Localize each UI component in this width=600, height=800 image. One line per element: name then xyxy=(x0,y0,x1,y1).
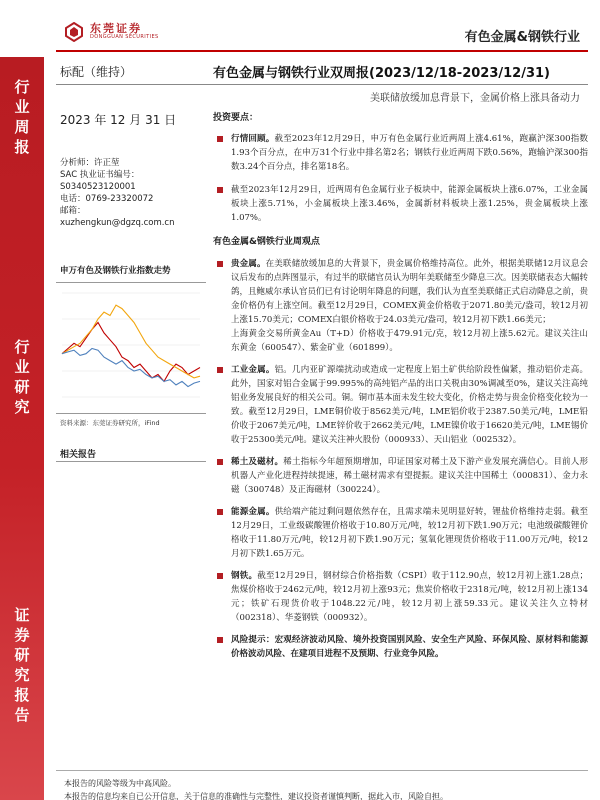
side-label-research xyxy=(0,337,44,417)
paragraph-market-review xyxy=(213,132,588,174)
header-divider xyxy=(56,50,588,52)
page-footer xyxy=(64,777,448,800)
paragraph-text: 稀土指标今年超预期增加，印证国家对稀土及下游产业发展充满信心。目前人形机器人产业化进程持续提速，稀土磁材需求有望提振。建议关注中国稀土（000831）、金力永磁（300748）及正海磁材（300224）。 xyxy=(231,457,588,495)
bullet-icon xyxy=(217,187,223,193)
chart-series-line-2 xyxy=(62,349,200,387)
risk-text: 宏观经济波动风险、境外投资国别风险、安全生产风险、环保风险、原材料和能源价格波动风险、在建项目进程不及预期、行业竞争风险。 xyxy=(231,635,588,659)
bullet-icon xyxy=(217,637,223,643)
side-char: 研 xyxy=(14,378,30,396)
sac-number: S0340523120001 xyxy=(60,182,136,192)
chart-series-line-0 xyxy=(62,323,200,382)
logo-mark-icon xyxy=(64,22,84,42)
analyst-phone: 电话：0769-23320072 xyxy=(60,194,154,204)
side-char: 究 xyxy=(14,398,30,416)
index-trend-chart xyxy=(56,264,206,427)
analyst-info xyxy=(60,157,200,229)
side-char: 报 xyxy=(14,138,30,156)
related-divider xyxy=(56,461,206,462)
footer-risk-level: 本报告的风险等级为中高风险。 xyxy=(64,779,176,788)
paragraph-text: 铝。几内亚矿源端扰动或造成一定程度上铝土矿供给阶段性偏紧，推动铝价走高。此外，国家对铝合金属于99.995%的高纯铝产品的出口关税由30%调减至0%，建议关注高纯铝业务发展良好的相关公司。铜。铜市基本面未发生较大变化，价格走势与贵金价格变化较为一致。截至12月29日，LME铜价收于8562美元/吨，LME铝价收于2387.50美元/吨，LME铅价收于2067美元/吨，LME锌价收于2662美元/吨，LME镍价收于16620美元/吨，LME锡价收于25300美元/吨。建议关注神火股份（000933）、天山铝业（002532）。 xyxy=(231,365,589,445)
side-char: 业 xyxy=(14,98,30,116)
chart-title: 申万有色及钢铁行业指数走势 xyxy=(56,264,206,283)
footer-disclaimer: 本报告的信息均来自已公开信息，关于信息的准确性与完整性，建议投资者谨慎判断，据此入市，风险自担。 xyxy=(64,792,448,800)
bullet-icon xyxy=(217,367,223,373)
side-char: 报 xyxy=(14,686,30,704)
side-char: 告 xyxy=(14,706,30,724)
section-heading-weekly-view: 有色金属&钢铁行业周观点 xyxy=(213,237,320,247)
side-char: 证 xyxy=(14,606,30,624)
bullet-icon xyxy=(217,261,223,267)
paragraph-text: 截至12月29日，钢材综合价格指数（CSPI）收于112.90点，较12月初上涨1.28点；焦煤价格收于2462元/吨，较12月初上涨93元；焦炭价格收于2318元/吨，较12月初上涨134元；铁矿石现货价收于1048.22元/吨，较12月初上涨59.33元。建议关注久立特材（002318）、华菱钢铁（000932）。 xyxy=(231,571,588,623)
report-title: 有色金属与钢铁行业双周报(2023/12/18-2023/12/31) xyxy=(213,66,550,81)
paragraph-lead: 行情回顾。 xyxy=(231,134,275,144)
paragraph-precious-metals xyxy=(213,257,588,327)
bullet-icon xyxy=(217,459,223,465)
paragraph-lead: 稀土及磁材。 xyxy=(231,457,284,467)
chart-series-line-1 xyxy=(62,305,200,378)
side-banner xyxy=(0,57,44,800)
chart-plot xyxy=(56,287,206,407)
side-label-weekly xyxy=(0,77,44,157)
side-char: 券 xyxy=(14,626,30,644)
paragraph-lead: 贵金属。 xyxy=(231,259,266,269)
chart-grid xyxy=(62,293,200,397)
bullet-icon xyxy=(217,509,223,515)
side-label-report xyxy=(0,605,44,725)
side-char: 行 xyxy=(14,78,30,96)
analyst-email[interactable]: xuzhengkun@dgzq.com.cn xyxy=(60,218,175,228)
paragraph-text: 供给端产能过剩问题依然存在，且需求端未见明显好转，锂盐价格维持走弱。截至12月29日，工业级碳酸锂价格收于10.80万元/吨，较12月初下跌1.90万元；电池级碳酸锂价格收于11.80万元/吨，较12月初下跌1.90万元；氢氧化锂现货价格收于11.00万元/吨，较12月初下跌1.65万元。 xyxy=(231,507,588,559)
paragraph-industrial-metals xyxy=(213,363,588,447)
paragraph-text: 截至2023年12月29日，申万有色金属行业近两周上涨4.61%，跑赢沪深300指数1.93个百分点，在申万31个行业中排名第2名；钢铁行业近两周下跌0.56%，跑输沪深300指数3.24个百分点，排名第18名。 xyxy=(231,134,588,172)
main-content xyxy=(213,110,588,661)
paragraph-text: 上海黄金交易所黄金Au（T+D）价格收于479.91元/克，较12月初上涨5.62元。建议关注山东黄金（600547）、紫金矿业（601899）。 xyxy=(231,329,588,353)
title-divider xyxy=(56,84,588,85)
related-reports-heading: 相关报告 xyxy=(60,450,97,460)
logo-text-cn: 东莞证券 xyxy=(90,22,142,35)
logo-text-en: DONGGUAN SECURITIES xyxy=(90,34,159,40)
email-label: 邮箱： xyxy=(60,206,86,216)
industry-label: 有色金属&钢铁行业 xyxy=(464,30,580,45)
bullet-icon xyxy=(217,573,223,579)
side-char: 行 xyxy=(14,338,30,356)
paragraph-energy-metals xyxy=(213,505,588,561)
side-char: 周 xyxy=(14,118,30,136)
chart-source: 资料来源：东莞证券研究所，iFind xyxy=(56,413,206,427)
paragraph-rare-earth xyxy=(213,455,588,497)
paragraph-text: 在美联储放缓加息的大背景下，贵金属价格维持高位。此外，根据美联储12月议息会议后发布的点阵图显示，有过半的联储官员认为明年美联储至少降息三次。因美联储表态大幅转鸽，且鲍威尔承认官员们已有讨论明年降息的问题，我们认为直至美联储正式启动降息之前，贵金价格仍有上涨空间。截至12月29日，COMEX黄金价格收于2071.80美元/盎司，较12月初上涨15.70美元；COMEX白银价格收于24.03美元/盎司，较12月初下跌1.66美元； xyxy=(231,259,589,325)
paragraph-lead: 工业金属。 xyxy=(231,365,275,375)
paragraph-lead: 风险提示： xyxy=(231,635,275,645)
section-heading-key-points: 投资要点： xyxy=(213,113,259,123)
analyst-name: 分析师：许正堃 xyxy=(60,158,120,168)
report-date: 2023 年 12 月 31 日 xyxy=(60,113,177,127)
paragraph-risk xyxy=(213,633,588,661)
paragraph-text: 截至2023年12月29日，近两周有色金属行业子板块中，能源金属板块上涨6.07%，工业金属板块上涨5.71%，小金属板块上涨3.46%，金属新材料板块上涨1.25%，贵金属板块上涨1.07%。 xyxy=(231,185,588,223)
report-subtitle: 美联储放缓加息背景下，金属价格上涨具备动力 xyxy=(370,93,580,104)
footer-divider xyxy=(56,770,588,771)
sac-label: SAC 执业证书编号： xyxy=(60,170,140,180)
rating: 标配（维持） xyxy=(60,65,133,79)
paragraph-lead: 能源金属。 xyxy=(231,507,275,517)
paragraph-steel xyxy=(213,569,588,625)
paragraph-lead: 钢铁。 xyxy=(231,571,258,581)
page-header xyxy=(0,0,600,55)
bullet-icon xyxy=(217,136,223,142)
paragraph-subsectors xyxy=(213,183,588,225)
side-char: 究 xyxy=(14,666,30,684)
paragraph-precious-metals-cont xyxy=(213,327,588,355)
side-char: 业 xyxy=(14,358,30,376)
side-char: 研 xyxy=(14,646,30,664)
chart-lines xyxy=(62,305,200,387)
company-logo xyxy=(64,20,184,46)
